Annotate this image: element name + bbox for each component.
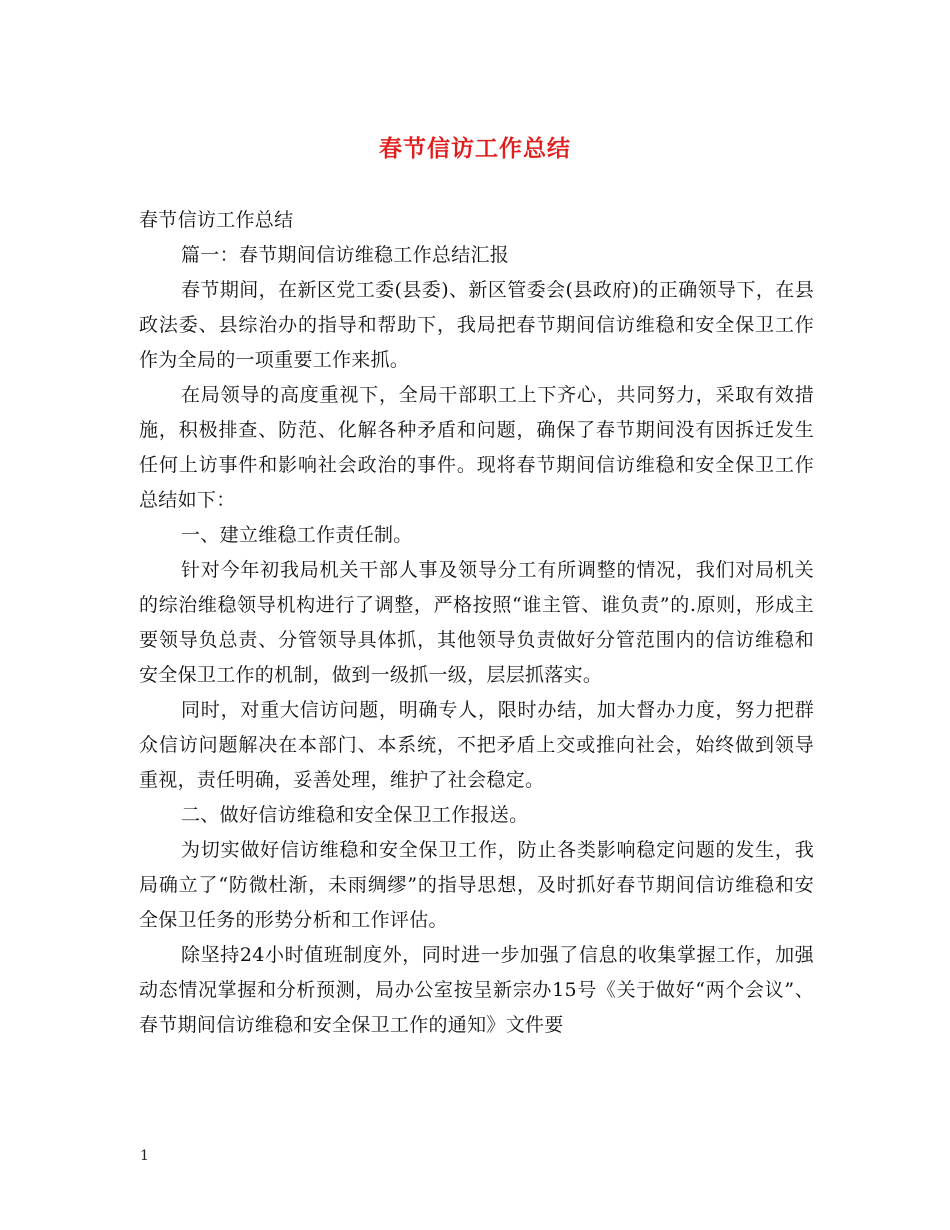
- page-number: 1: [140, 1148, 149, 1164]
- paragraph-heading: 春节信访工作总结: [139, 209, 294, 231]
- paragraph-guidance: 为切实做好信访维稳和安全保卫工作，防止各类影响稳定问题的发生，我局确立了“防微杜渐，未雨绸缪”的指导思想，及时抓好春节期间信访维稳和安全保卫任务的形势分析和工作评估。: [139, 839, 814, 931]
- paragraph-intro: 春节期间，在新区党工委(县委)、新区管委会(县政府)的正确领导下，在县政法委、县综治办的指导和帮助下，我局把春节期间信访维稳和安全保卫工作作为全局的一项重要工作来抓。: [139, 279, 814, 371]
- paragraph-summary: 在局领导的高度重视下，全局干部职工上下齐心，共同努力，采取有效措施，积极排查、防范、化解各种矛盾和问题，确保了春节期间没有因拆迁发生任何上访事件和影响社会政治的事件。现将春节期间信访维稳和安全保卫工作总结如下：: [139, 384, 814, 511]
- document-body: [139, 203, 814, 1043]
- paragraph-section-one-title: 篇一：春节期间信访维稳工作总结汇报: [181, 244, 510, 266]
- paragraph-point-two: 二、做好信访维稳和安全保卫工作报送。: [181, 804, 529, 826]
- paragraph-point-one: 一、建立维稳工作责任制。: [181, 524, 413, 546]
- paragraph-duty: 除坚持24小时值班制度外，同时进一步加强了信息的收集掌握工作，加强动态情况掌握和分析预测，局办公室按呈新宗办15号《关于做好“两个会议”、春节期间信访维稳和安全保卫工作的通知》文件要: [139, 944, 814, 1036]
- paragraph-supervision: 同时，对重大信访问题，明确专人，限时办结，加大督办力度，努力把群众信访问题解决在本部门、本系统，不把矛盾上交或推向社会，始终做到领导重视，责任明确，妥善处理，维护了社会稳定。: [139, 699, 814, 791]
- document-title: 春节信访工作总结: [379, 135, 571, 162]
- paragraph-responsibility: 针对今年初我局机关干部人事及领导分工有所调整的情况，我们对局机关的综治维稳领导机构进行了调整，严格按照“谁主管、谁负责”的.原则，形成主要领导负总责、分管领导具体抓，其他领导负责做好分管范围内的信访维稳和安全保卫工作的机制，做到一级抓一级，层层抓落实。: [139, 559, 814, 686]
